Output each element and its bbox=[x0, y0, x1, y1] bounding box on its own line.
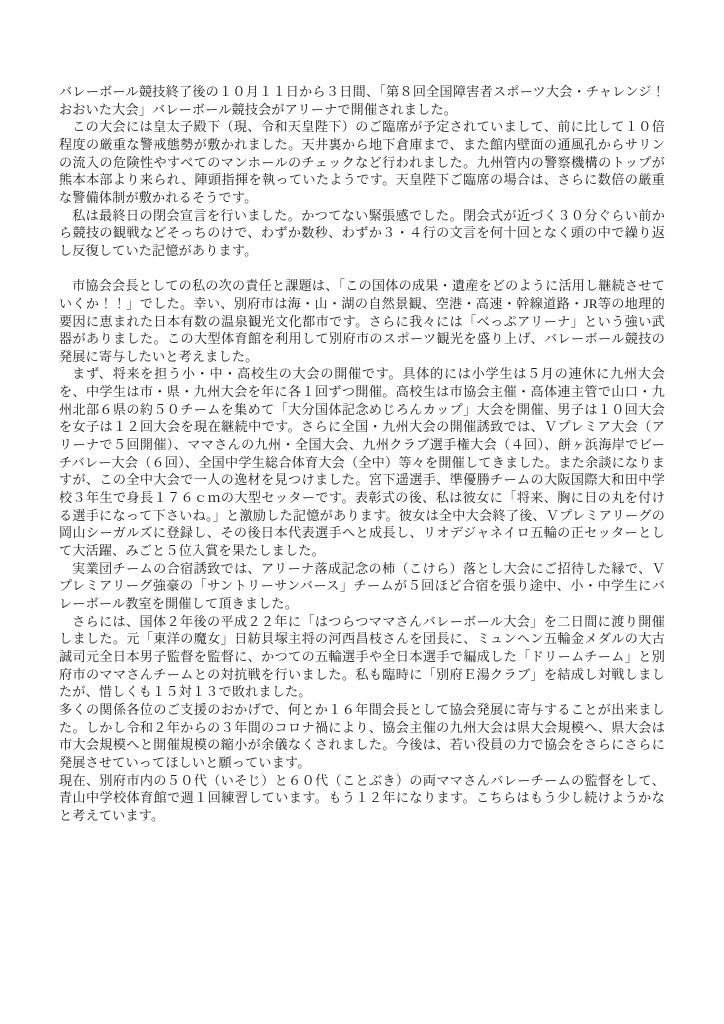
paragraph: バレーボール競技終了後の１０月１１日から３日間、「第８回全国障害者スポーツ大会・チャレンジ！おおいた大会」バレーボール競技会がアリーナで開催されました。 bbox=[59, 84, 665, 117]
paragraph: 市協会会長としての私の次の責任と課題は、「この国体の成果・遺産をどのように活用し継続させていくか！！」でした。幸い、別府市は海・山・湖の自然景観、空港・高速・幹線道路・JR等の地理的要因に恵まれた日本有数の温泉観光文化都市です。さらに我々には「べっぷアリーナ」という強い武器がありました。この大型体育館を利用して別府市のスポーツ観光を盛り上げ、バレーボール競技の発展に寄与したいと考えました。 bbox=[59, 278, 665, 364]
paragraph: この大会には皇太子殿下（現、令和天皇陛下）のご臨席が予定されていまして、前に比して１０倍程度の厳重な警戒態勢が敷かれました。天井裏から地下倉庫まで、また館内壁面の通風孔からサリンの流入の危険性やすべてのマンホールのチェックなど行われました。九州管内の警察機構のトップが熊本本部より来られ、陣頭指揮を執っていたようです。天皇陛下ご臨席の場合は、さらに数倍の厳重な警備体制が敷かれるそうです。 bbox=[59, 119, 665, 205]
paragraph: まず、将来を担う小・中・高校生の大会の開催です。具体的には小学生は５月の連休に九州大会を、中学生は市・県・九州大会を年に各１回ずつ開催。高校生は市協会主催・高体連主管で山口・九州北部６県の約５０チームを集めて「大分国体記念めじろんカップ」大会を開催、男子は１０回大会を女子は１２回大会を現在継続中です。さらに全国・九州大会の開催誘致では、Ｖプレミア大会（アリーナで５回開催）、ママさんの九州・全国大会、九州クラブ選手権大会（４回）、餅ヶ浜海岸でビーチバレー大会（６回）、全国中学生総合体育大会（全中）等々を開催してきました。また余談になりますが、この全中大会で一人の逸材を見つけました。宮下遥選手、準優勝チームの大阪国際大和田中学校３年生で身長１７６ｃｍの大型セッターです。表彰式の後、私は彼女に「将来、胸に日の丸を付ける選手になって下さいね。」と激励した記憶があります。彼女は全中大会終了後、Ｖプレミアリーグの岡山シーガルズに登録し、その後日本代表選手へと成長し、リオデジャネイロ五輪の正セッターとして大活躍、みごと５位入賞を果たしました。 bbox=[59, 366, 665, 559]
paragraph: 実業団チームの合宿誘致では、アリーナ落成記念の柿（こけら）落とし大会にご招待した縁で、Ｖプレミアリーグ強豪の「サントリーサンバース」チームが５回ほど合宿を張り途中、小・中学生にバレーボール教室を開催して頂きました。 bbox=[59, 560, 665, 612]
paragraph: さらには、国体２年後の平成２２年に「はつらつママさんバレーボール大会」を二日間に渡り開催しました。元「東洋の魔女」日紡貝塚主将の河西昌枝さんを団長に、ミュンヘン五輪金メダルの大古誠司元全日本男子監督を監督に、かつての五輪選手や全日本選手で編成した「ドリームチーム」と別府市のママさんチームとの対抗戦を行いました。私も臨時に「別府Ｅ湯クラブ」を結成し対戦しましたが、惜しくも１５対１３で敗れました。 bbox=[59, 613, 665, 700]
document-body bbox=[59, 83, 665, 825]
paragraph: 多くの関係各位のご支援のおかげで、何とか１６年間会長として協会発展に寄与することが出来ました。しかし令和２年からの３年間のコロナ禍により、協会主催の九州大会は県大会規模へ、県大会は市大会規模へと開催規模の縮小が余儀なくされました。今後は、若い役員の力で協会をさらにさらに発展させていってほしいと願っています。 bbox=[59, 701, 665, 770]
paragraph: 現在、別府市内の５０代（いそじ）と６０代（ことぶき）の両ママさんバレーチームの監督をして、青山中学校体育館で週１回練習しています。もう１２年になります。こちらはもう少し続けようかなと考えています。 bbox=[59, 772, 665, 823]
paragraph: 私は最終日の閉会宣言を行いました。かつてない緊張感でした。閉会式が近づく３０分ぐらい前から競技の観戦などそっちのけで、わずか数秒、わずか３・４行の文言を何十回となく頭の中で繰り返し反復していた記憶があります。 bbox=[59, 207, 665, 258]
